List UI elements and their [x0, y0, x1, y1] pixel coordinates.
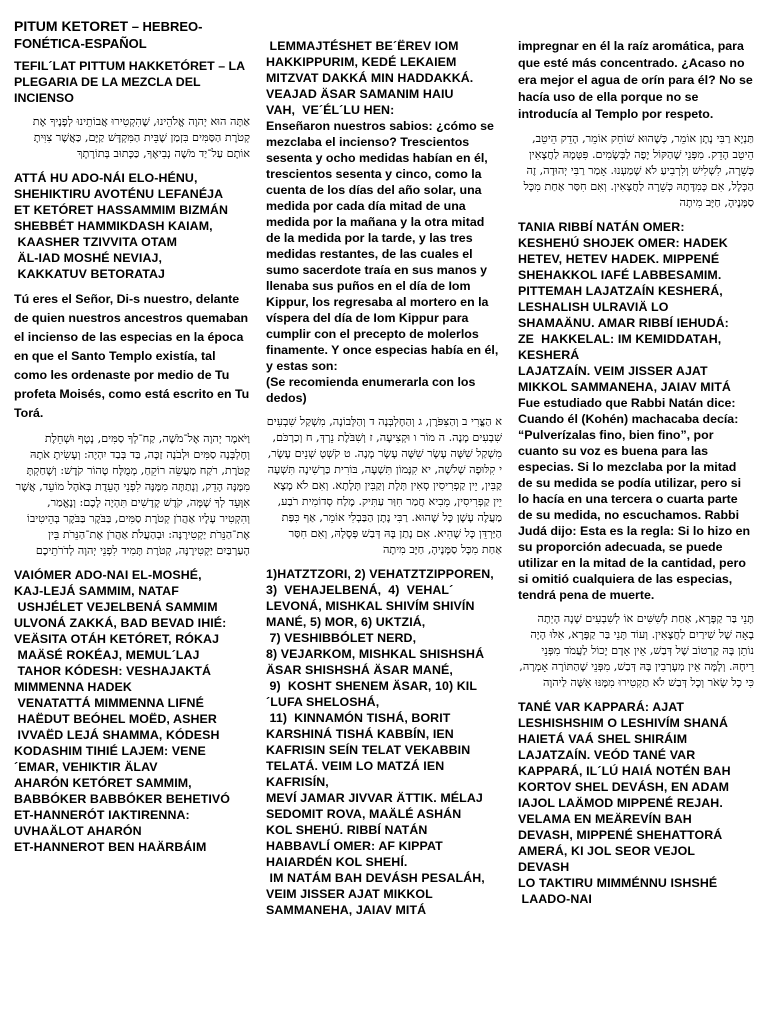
phonetic-line: ZE HAKKELAL: IM KEMIDDATAH, — [518, 332, 722, 346]
phonetic-line: TANÉ VAR KAPPARÁ: AJAT — [518, 700, 685, 714]
phonetic-line: HABBAVLÍ OMER: AF KIPPAT — [266, 839, 443, 853]
phonetic-line: KAASHER TZIVVITA OTAM — [14, 235, 178, 249]
spanish-paragraph-3: impregnar en él la raíz aromática, para que esté más concentrado. ¿Acaso no era mejor el agua de orín para él? No se hacía uso de ella porque no se introducía al Templo por respeto. — [518, 39, 753, 121]
hebrew-paragraph-2: וַיֹּאמֶר יְהוָה אֶל־מֹשֶׁה, קַח־לְךָ סַמִּים, נָטָף וּשְׁחֵלֶת וְחֶלְבְּנָה סַמִּים וּלְבֹנָה זַכָּה, בַּד בְּבַד יִהְיֶה: וְעָשִׂיתָ אֹתָהּ קְטֹרֶת, רֹקַח מַעֲשֵׂה רוֹקֵחַ, מְמֻלָּח טָהוֹר קֹדֶשׁ: וְשָׁחַקְתָּ מִמֶּנָּה הָדֵק, וְנָתַתָּה מִמֶּנָּה לִפְנֵי הָעֵדֻת בְּאֹהֶל מוֹעֵד, אֲשֶׁר אִוָּעֵד לְךָ שָׁמָּה, קֹדֶשׁ קָדָשִׁים תִּהְיֶה לָכֶם: וְנֶאֱמַר, וְהִקְטִיר עָלָיו אַהֲרֹן קְטֹרֶת סַמִּים, בַּבֹּקֶר בַּבֹּקֶר בְּהֵיטִיבוֹ אֶת־הַנֵּרֹת יַקְטִירֶנָּה: וּבְהַעֲלֹת אַהֲרֹן אֶת־הַנֵּרֹת בֵּין הָעַרְבַּיִם יַקְטִירֶנָּה, קְטֹרֶת תָּמִיד לִפְנֵי יְהוָה לְדֹרֹתֵיכֶם — [15, 432, 250, 557]
phonetic-line: MIKKOL SAMMANEHA, JAIAV MITÁ — [518, 380, 731, 394]
phonetic-line: LESHALISH ULRAVIÄ LO — [518, 300, 669, 314]
hebrew-paragraph-5: תָּנֵי בַּר קַפָּרָא, אַחַת לְשִׁשִּׁים אוֹ לְשִׁבְעִים שָׁנָה הָיְתָה בָאָה שֶׁל שִׁירַיִם לַחֲצָאִין. וְעוֹד תָּנֵי בַּר קַפָּרָא, אִלּוּ הָיָה נוֹתֵן בָּהּ קָרְטוֹב שֶׁל דְּבַשׁ, אֵין אָדָם יָכוֹל לַעֲמֹד מִפְּנֵי רֵיחָהּ. וְלָמָּה אֵין מְעָרְבִין בָּהּ דְּבַשׁ, מִפְּנֵי שֶׁהַתּוֹרָה אָמְרָה, כִּי כָל שְׂאֹר וְכָל דְּבַשׁ לֹא תַקְטִירוּ מִמֶּנּוּ אִשֶּׁה לַיהוָה — [519, 612, 754, 689]
prayer-subtitle: TEFIL´LAT PITTUM HAKKETÓRET – LA PLEGARIA DE LA MEZCLA DEL INCIENSO — [14, 59, 245, 105]
phonetic-line: KAFRISIN SEÍN TELAT VEKABBIN — [266, 743, 471, 757]
phonetic-line: HETEV, HETEV HADEK. MIPPENÉ — [518, 252, 720, 266]
phonetic-line: KAJ-LEJÁ SAMMIM, NATAF — [14, 584, 179, 598]
phonetic-line: KESHERÁ — [518, 348, 580, 362]
phonetic-line: VAIÓMER ADO-NAI EL-MOSHÉ, — [14, 568, 202, 582]
phonetic-line: VEIM JISSER AJAT MIKKOL — [266, 887, 433, 901]
phonetic-line: TELATÁ. VEIM LO MATZÁ IEN — [266, 759, 445, 773]
hebrew-paragraph-3: א הַצֳּרִי ב וְהַצִּפֹּרֶן, ג וְהַחֶלְבְּנָה ד וְהַלְּבוֹנָה, מִשְׁקַל שִׁבְעִים שִׁבְעִים מָנֶה. ה מוֹר ו וּקְצִיעָה, ז וְשִׁבֹּלֶת נֵרְדְּ, ח וְכַרְכֹּם, מִשְׁקַל שִׁשָּׁה עָשָׂר שִׁשָּׁה עָשָׂר מָנֶה. ט קֹשְׁטְ שְׁנֵים עָשָׂר, י קִלּוּפָה שְׁלשָׁה, יא קִנָּמוֹן תִּשְׁעָה, בּוֹרִית כַּרְשִׁינָה תִּשְׁעָה קַבִּין, יֵין קַפְרִיסִין סְאִין תְּלָת וְקַבִּין תְּלָתָא. וְאִם לֹא מָצָא יֵין קַפְרִיסִין, מֵבִיא חֲמַר חִוַּר עַתִּיק. מֶלַח סְדוֹמִית רֹבַע, מַעֲלֶה עָשָׁן כָּל שֶׁהוּא. רַבִּי נָתָן הַבַּבְלִי אוֹמֵר, אַף כִּפַּת הַיַּרְדֵּן כָּל שֶׁהִיא. אִם נָתַן בָּהּ דְּבַשׁ פְּסָלָהּ, וְאִם חִסַּר אַחַת מִכָּל סַמָּנֶיהָ, חַיָּב מִיתָה — [266, 415, 502, 556]
phonetic-line: BABBÓKER BABBÓKER BEHETIVÓ — [14, 792, 231, 806]
phonetic-line: PITTEMAH LAJATZAÍN KESHERÁ, — [518, 284, 723, 298]
phonetic-line: SHAMAÄNU. AMAR RIBBÍ IEHUDÁ: — [518, 316, 729, 330]
phonetic-block-5 — [518, 219, 754, 395]
phonetic-line: LEMMAJTÉSHET BE´ËREV IOM — [266, 39, 459, 53]
phonetic-line: IM NATÁM BAH DEVÁSH PESALÁH, — [266, 871, 485, 885]
phonetic-line: KAFRISÍN, — [266, 775, 329, 789]
phonetic-line: MITZVAT DAKKÁ MIN HADDAKKÁ. — [266, 71, 474, 85]
phonetic-line: ET-HANNEROT BEN HAÄRBÁIM — [14, 840, 207, 854]
phonetic-line: 1)HATZTZORI, 2) VEHATZTZIPPOREN, — [266, 567, 494, 581]
phonetic-line: ´EMAR, VEHIKTIR ÄLAV — [14, 760, 158, 774]
phonetic-line: USHJÉLET VEJELBENÁ SAMMIM — [14, 600, 218, 614]
column-3 — [518, 18, 754, 1024]
hebrew-paragraph-1: אַתָּה הוּא יְהוָה אֱלֹהֵינוּ, שֶׁהִקְטִירוּ אֲבוֹתֵינוּ לְפָנֶיךָ אֶת קְטֹרֶת הַסַּמִּים בִּזְמַן שֶׁבֵּית הַמִּקְדָּשׁ קַיָּם, כַּאֲשֶׁר צִוִּיתָ אוֹתָם עַל־יַד מֹשֶׁה נְבִיאֶךָ, כַּכָּתוּב בְּתוֹרָתָךְ — [32, 115, 250, 160]
hebrew-paragraph-4: תַּנְיָא רַבִּי נָתָן אוֹמֵר, כְּשֶׁהוּא שׁוֹחֵק אוֹמֵר, הָדֵק הֵיטֵב, הֵיטֵב הָדֵק. מִפְּנֵי שֶׁהַקּוֹל יָפֶה לַבְּשָׂמִים. פִּטְּמָהּ לַחֲצָאִין כְּשֵׁרָה, לִשְׁלִישׁ וְלִרְבִיעַ לֹא שָׁמַעְנוּ. אָמַר רַבִּי יְהוּדָה, זֶה הַכְּלָל, אִם כְּמִדָּתָהּ כְּשֵׁרָה לַחֲצָאִין. וְאִם חִסַּר אַחַת מִכָּל סַמָּנֶיהָ, חַיָּב מִיתָה — [523, 132, 754, 209]
phonetic-line: VEÄSITA OTÁH KETÓRET, RÓKAJ — [14, 632, 220, 646]
column-1 — [14, 18, 250, 1024]
spanish-paragraph-1: Tú eres el Señor, Di-s nuestro, delante de quien nuestros ancestros quemaban el incienso de las especias en la época en que el Santo Templo existía, tal como les ordenaste por medio de Tu profeta Moisés, como está escrito en Tu Torá. — [14, 292, 250, 420]
phonetic-line: SHEHIKTIRU AVOTÉNU LEFANÉJA — [14, 187, 224, 201]
phonetic-line: 7) VESHIBBÓLET NERD, — [266, 631, 417, 645]
phonetic-line: AMERÁ, KI JOL SEOR VEJOL — [518, 844, 696, 858]
phonetic-line: LAJATZAÍN. VEIM JISSER AJAT — [518, 364, 708, 378]
phonetic-line: SEDOMIT ROVA, MAÄLÉ ASHÁN — [266, 807, 462, 821]
phonetic-line: UVHAÄLOT AHARÓN — [14, 824, 142, 838]
phonetic-line: 11) KINNAMÓN TISHÁ, BORIT — [266, 711, 451, 725]
phonetic-line: KORTOV SHEL DEVÁSH, EN ADAM — [518, 780, 730, 794]
phonetic-line: ÄL-IAD MOSHÉ NEVIAJ, — [14, 251, 163, 265]
phonetic-line: KAKKATUV BETORATAJ — [14, 267, 166, 281]
phonetic-line: KESHEHÚ SHOJEK OMER: HADEK — [518, 236, 728, 250]
phonetic-block-3 — [266, 38, 502, 118]
title-main: PITUM KETORET — [14, 18, 129, 34]
phonetic-block-1 — [14, 170, 250, 282]
phonetic-line: IAJOL LAÄMOD MIPPENÉ REJAH. — [518, 796, 723, 810]
phonetic-line: VEAJAD ÄSAR SAMANIM HAIU — [266, 87, 454, 101]
phonetic-line: ET KETÓRET HASSAMMIM BIZMÁN — [14, 203, 229, 217]
phonetic-line: HAKKIPPURIM, KEDÉ LEKAIEM — [266, 55, 457, 69]
phonetic-line: SAMMANEHA, JAIAV MITÁ — [266, 903, 427, 917]
phonetic-line: LEVONÁ, MISHKAL SHIVÍM SHIVÍN — [266, 599, 475, 613]
phonetic-line: KOL SHEHÚ. RIBBÍ NATÁN — [266, 823, 428, 837]
phonetic-line: ET-HANNERÓT IAKTIRENNA: — [14, 808, 190, 822]
phonetic-line: HAIETÁ VAÁ SHEL SHIRÁIM — [518, 732, 688, 746]
phonetic-line: DEVASH — [518, 860, 570, 874]
phonetic-line: VENATATTÁ MIMMENNA LIFNÉ — [14, 696, 204, 710]
phonetic-line: ´LUFA SHELOSHÁ, — [266, 695, 380, 709]
phonetic-line: KODASHIM TIHIÉ LAJEM: VENE — [14, 744, 206, 758]
phonetic-line: 9) KOSHT SHENEM ÄSAR, 10) KIL — [266, 679, 478, 693]
phonetic-line: AHARÓN KETÓRET SAMMIM, — [14, 776, 192, 790]
phonetic-line: MAÄSÉ ROKÉAJ, MEMUL´LAJ — [14, 648, 200, 662]
phonetic-line: HAIARDÉN KOL SHEHÍ. — [266, 855, 408, 869]
phonetic-line: HAËDUT BEÓHEL MOËD, ASHER — [14, 712, 217, 726]
phonetic-line: 3) VEHAJELBENÁ, 4) VEHAL´ — [266, 583, 454, 597]
phonetic-block-6 — [518, 699, 754, 907]
phonetic-line: SHEHAKKOL IAFÉ LABBESAMIM. — [518, 268, 722, 282]
phonetic-line: LAADO-NAI — [518, 892, 592, 906]
phonetic-block-4 — [266, 566, 502, 918]
phonetic-block-2 — [14, 567, 250, 855]
phonetic-line: KAPPARÁ, IL´LÚ HAIÁ NOTÉN BAH — [518, 764, 731, 778]
phonetic-line: SHEBBÉT HAMMIKDASH KAIAM, — [14, 219, 213, 233]
phonetic-line: MIMMENNA HADEK — [14, 680, 132, 694]
phonetic-line: ULVONÁ ZAKKÁ, BAD BEVAD IHIÉ: — [14, 616, 227, 630]
phonetic-line: LO TAKTIRU MIMMÉNNU ISHSHÉ — [518, 876, 718, 890]
spanish-paragraph-4: Fue estudiado que Rabbi Natán dice: Cuando él (Kohén) machacaba decía: “Pulverízalas fino, bien fino”, por cuanto su voz es buena para las especias. Si lo mezclaba por la mitad de su medida se podía utilizar, pero si lo hacía en una tercera o cuarta parte de su medida, no escuchamos. Rabbi Judá dijo: Esta es la regla: Si lo hizo en su proporción adecuada, se puede utilizar en la mitad de la cantidad, pero si omitió cualquiera de las especias, tendrá pena de muerte. — [518, 396, 751, 602]
phonetic-line: TANIA RIBBÍ NATÁN OMER: — [518, 220, 685, 234]
column-2 — [266, 18, 502, 1024]
enumeration-note: (Se recomienda enumerarla con los dedos) — [266, 375, 476, 405]
document-title — [14, 18, 250, 52]
title-rest: – HEBREO-FONÉTICA-ESPAÑOL — [14, 19, 203, 51]
phonetic-line: ATTÁ HU ADO-NÁI ELO-HÉNU, — [14, 171, 198, 185]
phonetic-line: MANÉ, 5) MOR, 6) UKTZIÁ, — [266, 615, 426, 629]
phonetic-line: LESHISHSHIM O LESHIVÍM SHANÁ — [518, 716, 729, 730]
phonetic-line: ÄSAR SHISHSHÁ ÄSAR MANÉ, — [266, 663, 453, 677]
phonetic-line: IVVAËD LEJÁ SHAMMA, KÓDESH — [14, 728, 220, 742]
phonetic-line: MEVÍ JAMAR JIVVAR ÄTTIK. MÉLAJ — [266, 791, 483, 805]
phonetic-line: LAJATZAÍN. VEÓD TANÉ VAR — [518, 748, 696, 762]
phonetic-line: VAH, VE´ÉL´LU HEN: — [266, 103, 395, 117]
phonetic-line: TAHOR KÓDESH: VESHAJAKTÁ — [14, 664, 212, 678]
phonetic-line: VELAMA EN MEÄREVÍN BAH — [518, 812, 692, 826]
spanish-paragraph-2: Enseñaron nuestros sabios: ¿cómo se mezclaba el incienso? Trescientos sesenta y ocho medidas habían en él, trescientos sesenta y cinco, como la cuenta de los días del año solar, una medida por cada día mitad de una medida por la mañana y la otra mitad de la medida por la tarde, y las tres medidas restantes, de las cuales el sumo sacerdote traía en sus manos y llenaba sus puños en el día de Iom Kippur, los regresaba al mortero en la víspera del día de Iom Kippur para cumplir con el precepto de molerlos finamente. Y once especias había en él, y estas son: — [266, 119, 499, 373]
phonetic-line: 8) VEJARKOM, MISHKAL SHISHSHÁ — [266, 647, 485, 661]
phonetic-line: DEVASH, MIPPENÉ SHEHATTORÁ — [518, 828, 723, 842]
phonetic-line: KARSHINÁ TISHÁ KABBÍN, IEN — [266, 727, 454, 741]
